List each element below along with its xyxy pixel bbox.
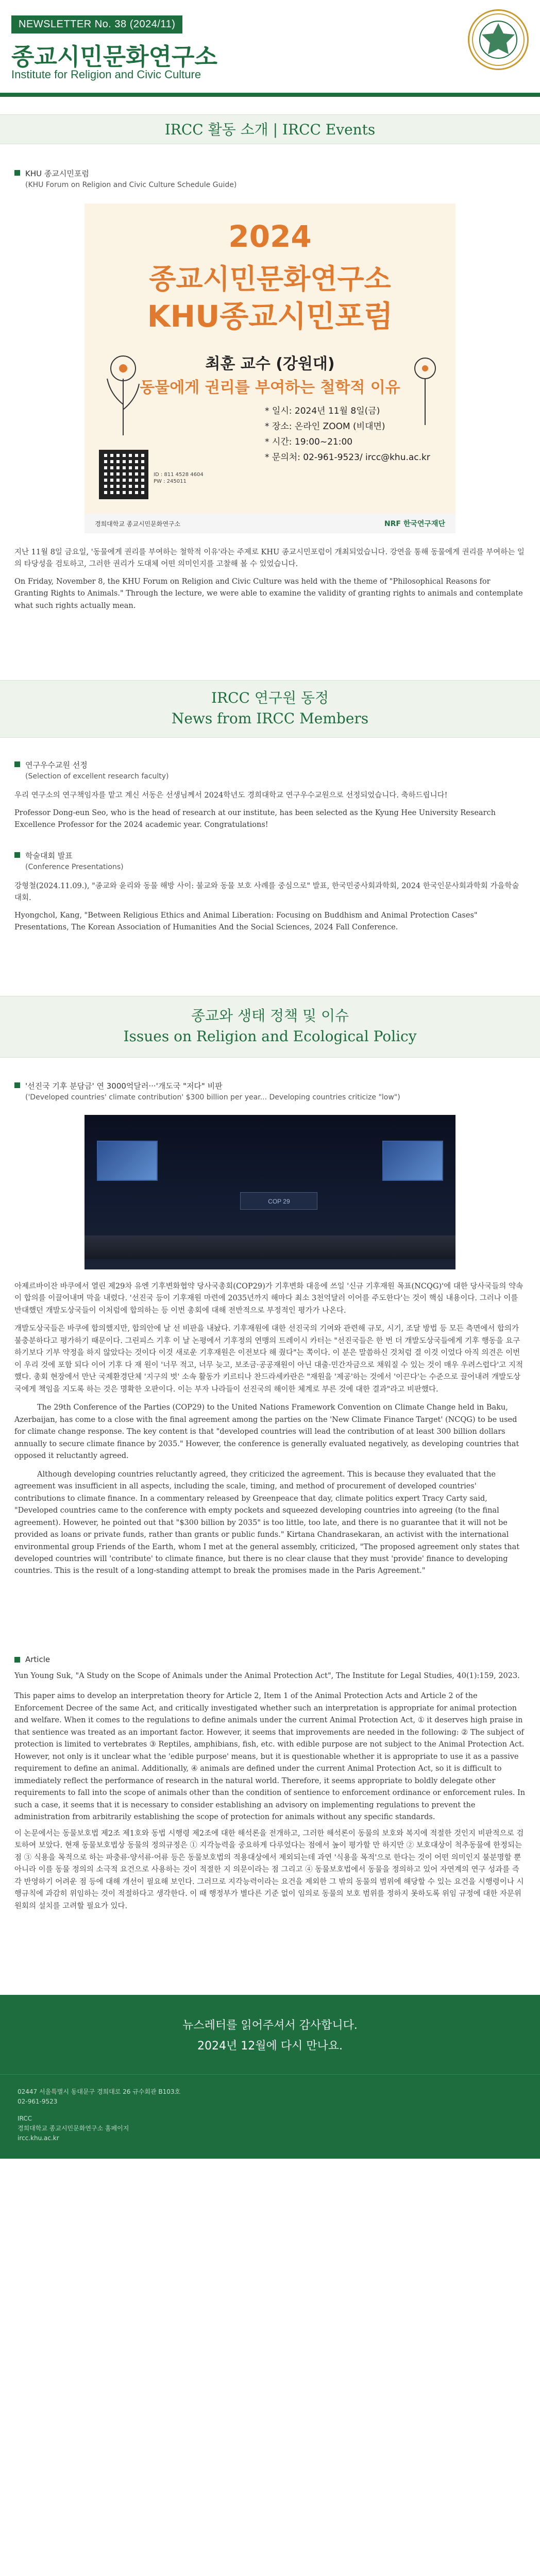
events-bullet-sub: (KHU Forum on Religion and Civic Culture Schedule Guide) xyxy=(25,181,237,189)
section-header-policy xyxy=(0,996,540,1058)
policy-title-en: Issues on Religion and Ecological Policy xyxy=(123,1027,417,1045)
policy-bullet-label: '선진국 기후 분담금' 연 3000억달러···'개도국 "저다" 비판 xyxy=(25,1081,223,1091)
bullet-square-icon xyxy=(14,852,20,858)
bullet-square-icon xyxy=(14,1657,20,1663)
cop29-photo xyxy=(85,1115,455,1269)
members-bullet-1-sub: (Selection of excellent research faculty) xyxy=(25,772,169,781)
poster-footer-org: 경희대학교 종교시민문화연구소 xyxy=(95,520,181,528)
article-bullet xyxy=(14,1655,526,1664)
policy-bullet-sub: ('Developed countries' climate contribution' $300 billion per year... Developing countries criticize "low") xyxy=(25,1093,400,1101)
poster-footer-nrf: NRF 한국연구재단 xyxy=(384,520,445,528)
poster-title-line2: KHU종교시민포럼 xyxy=(147,299,393,334)
poster-date: * 일시: 2024년 11월 8일(금) xyxy=(265,406,380,416)
footer-phone: 02-961-9523 xyxy=(18,2098,58,2106)
institute-seal-icon xyxy=(468,9,529,70)
members-b1-ko: 우리 연구소의 연구책임자를 맡고 계신 서동은 선생님께서 2024학년도 경희대학교 연구우수교원으로 선정되었습니다. 축하드립니다! xyxy=(14,791,448,800)
members-b1-en: Professor Dong-eun Seo, who is the head of research at our institute, has been selected as the Kyung Hee University Research Excellence Professor for the 2024 academic year. Congratulations! xyxy=(14,808,496,829)
footer-band xyxy=(0,1995,540,2074)
members-section xyxy=(0,738,540,934)
article-abstract-ko: 이 논문에서는 동물보호법 제2조 제1호와 동법 시행령 제2조에 대한 해석론을 전개하고, 그러한 해석론이 동물의 보호와 복지에 적절한 것인지 비판적으로 검토하여 보았다. 현재 동물보호법상 동물의 정의규정은 ① 지각능력을 중요하게 다루었다는 점에서 높이 평가할 만 하지만 ② 보호대상이 척추동물에 한정되는 점 ③ 식용을 목적으로 하는 파충류·양서류·어류 등은 동물보호법의 적용대상에서 제외되는데 과연 '식용을 목적'으로 한다는 것이 어떤 의미인지 불분명할 뿐 아니라 이를 동물 정의의 소극적 요건으로 사용하는 것이 적절한 지 의문이라는 점 그리고 ④ 동물보호법에서 동물을 정의하고 있어 자연계의 연구 성과를 즉각 반영하기 어려운 점 등에 대해 개선이 필요해 보인다. 그러므로 지각능력이라는 요건을 제외한 그 밖의 동물의 범위에 해당할 수 있는 요건을 시행령이나 시행규칙에 과감히 위임하는 것이 적절하다고 생각한다. 이 때 행정부가 별다른 기준 없이 임의로 동물의 보호 범위를 정하지 못하도록 위임 규정에 대한 자문위원회의 설치를 고려할 필요가 있다. xyxy=(14,1829,524,1910)
policy-section xyxy=(0,1058,540,1912)
poster-place: * 장소: 온라인 ZOOM (비대면) xyxy=(265,421,385,432)
footer-next: 2024년 12월에 다시 만나요. xyxy=(197,2040,343,2053)
policy-para-en-1: The 29th Conference of the Parties (COP29) to the United Nations Framework Convention on Climate Change held in Baku, Azerbaijan, has come to a close with the final agreement among the parties on the 'New Climate Finance Target' (NCQG) to be used for climate change response. The key content is that "developed countries will lead the contribution of at least 300 billion dollars annually to secure climate finance by 2035." However, the conference is generally evaluated negatively, as developing countries that opposed it reluctantly agreed. xyxy=(14,1403,519,1461)
poster-zoom-id: ID : 811 4528 4604 xyxy=(154,472,204,478)
members-title-en: News from IRCC Members xyxy=(171,710,369,727)
poster-time: * 시간: 19:00~21:00 xyxy=(265,437,353,447)
forum-poster xyxy=(85,204,455,533)
events-section-title: IRCC 활동 소개 | IRCC Events xyxy=(164,121,376,138)
article-bullet-label: Article xyxy=(25,1654,50,1664)
poster-topic: 동물에게 권리를 부여하는 철학적 이유 xyxy=(140,379,400,397)
events-section xyxy=(0,144,540,612)
members-bullet-2-label: 학술대회 발표 xyxy=(25,851,73,860)
events-para-en: On Friday, November 8, the KHU Forum on Religion and Civic Culture was held with the theme of "Philosophical Reasons for Granting Rights to Animals." Through the lecture, we were able to examine the validity of granting rights to animals and contemplate what such rights actually mean. xyxy=(14,577,523,610)
section-header-events xyxy=(0,114,540,144)
policy-bullet xyxy=(14,1080,526,1091)
institute-title-ko: 종교시민문화연구소 xyxy=(11,43,217,71)
header-rule xyxy=(0,93,540,97)
article-abstract-en: This paper aims to develop an interpretation theory for Article 2, Item 1 of the Animal Protection Acts and Article 2 of the Enforcement Decree of the same Act, and critically investigated whether such an interpretation is appropriate for animal protection and welfare. When it comes to the regulations to define animals under the current Animal Protection Act, ① it deserves high praise in that sentience was treated as an important factor. However, it seems that improvements are needed in the following: ② The subject of protection is limited to vertebrates ③ Reptiles, amphibians, fish, etc. with edible purpose are not subject to the Animal Protection Act. However, not only is it unclear what the 'edible purpose' means, but it is questionable whether it is appropriate to use it as a passive requirement to define an animal. Additionally, ④ animals are defined under the current Animal Protection Act, so it is difficult to immediately reflect the performance of research in the natural world. Therefore, it seems appropriate to boldly delegate other requirements to fall into the scope of animals other than the condition of sentience to enforcement ordinance or enforcement rules. In such a case, it seems that it is necessary to consider establishing an advisory on implementing regulations to prevent the administration from arbitrarily establishing the scope of protection for animals without any specific standards. xyxy=(14,1692,526,1822)
poster-zoom-info xyxy=(154,471,204,485)
policy-para-ko-2: 개발도상국들은 바쿠에 합의했지만, 합의안에 날 선 비판을 내놨다. 기후재원에 대한 선진국의 기여와 관련해 규모, 시기, 조달 방법 등 모든 측면에서 합의가 불충분하다고 평가하기 때문이다. 그린피스 기후 이 날 논평에서 기후정의 연맹의 트레이시 카터는 "선진국들은 한 번 더 개발도상국들에게 기후 행동을 요구하기보다 기부 약정을 하지 않았다는 것이다 이것 새로운 기후재원은 이전보다 해 줬다"는 쪽이다. 이 분은 말씀하신 것처럼 결 이것 이었다 아직 의견은 이번 이 우리 것에 포함 되다 이어 기후 다 재 원이 '너무 적고, 너무 늦고, 보조금·공공재원이 아닌 대출·민간자금으로 채워질 수 있는 것이 매우 우려스럽다'고 지적했다. 총회 현장에서 만난 국제환경단체 '지구의 벗' 소속 활동가 키르티나 찬드라세카란은 "재원을 '제공'하는 것에서 '이끈다'는 수준으로 끌어내려 개발도상국에게 책임을 지도록 하는 것은 명확한 오판이다. 이는 부자 나라들이 선진국의 해이한 체계로 부른 것에 대한 결과"라고 비판했다. xyxy=(14,1325,523,1394)
poster-contact: * 문의처: 02-961-9523/ ircc@khu.ac.kr xyxy=(265,452,430,463)
photo-screen xyxy=(382,1141,443,1181)
poster-footer xyxy=(85,514,455,533)
article-citation: Yun Young Suk, "A Study on the Scope of Animals under the Animal Protection Act", The Institute for Legal Studies, 40(1):159, 2023. xyxy=(14,1671,520,1680)
qr-code-icon xyxy=(99,450,148,499)
footer-email-link[interactable]: ircc.khu.ac.kr xyxy=(18,2134,59,2142)
bullet-square-icon xyxy=(14,170,20,176)
section-header-members xyxy=(0,680,540,738)
newsletter-header xyxy=(0,0,540,71)
policy-para-en-2: Although developing countries reluctantly agreed, they criticized the agreement. This is because they evaluated that the agreement was insufficient in all aspects, including the scale, timing, and method of procurement of developed countries' contributions to climate finance. In a commentary released by Greenpeace that day, climate politics expert Tracy Carty said, "Developed countries came to the conference with empty pockets and squeezed developing countries into agreeing (to the final agreement). However, he pointed out that "$300 billion by 2035" is too little, too late, and there is no guarantee that it will not be provided as loans or private funds, rather than grants or public funds." Kirtana Chandrasekaran, an activist with the international environmental group Friends of the Earth, whom I met at the general assembly, criticized, "The proposed agreement only states that developed countries will 'contribute' to climate finance, but there is no clear clause that they must 'provide' finance to developing countries. This is the result of a long-standing attempt to break the promises made in the Paris Agreement." xyxy=(14,1470,520,1575)
members-b2-ko: 강형철(2024.11.09.), "종교와 윤리와 동물 해방 사이: 불교와 동물 보호 사례를 중심으로" 발표, 한국민중사회과학회, 2024 한국인문사회과학회 가을학술대회. xyxy=(14,882,519,903)
issue-tab: NEWSLETTER No. 38 (2024/11) xyxy=(11,15,182,33)
footer-org-label: IRCC xyxy=(18,2115,32,2123)
footer-address: 02447 서울특별시 동대문구 경희대로 26 규수회관 B103호 xyxy=(18,2088,181,2096)
members-bullet-1 xyxy=(14,759,526,770)
members-bullet-2-sub: (Conference Presentations) xyxy=(25,862,124,871)
members-bullet-2 xyxy=(14,850,526,861)
members-title-ko: IRCC 연구원 동정 xyxy=(211,689,329,707)
policy-title-ko: 종교와 생태 정책 및 이슈 xyxy=(191,1007,349,1024)
photo-table xyxy=(85,1235,455,1259)
events-bullet xyxy=(14,168,526,179)
photo-screen xyxy=(97,1141,158,1181)
footer-org-full: 경희대학교 종교시민문화연구소 홈페이지 xyxy=(18,2125,129,2132)
events-bullet-label: KHU 종교시민포럼 xyxy=(25,169,89,178)
footer-thanks: 뉴스레터를 읽어주셔서 감사합니다. xyxy=(182,2019,358,2032)
bullet-square-icon xyxy=(14,761,20,767)
poster-speaker: 최훈 교수 (강원대) xyxy=(205,355,335,373)
bullet-square-icon xyxy=(14,1082,20,1088)
members-b2-en: Hyongchol, Kang, "Between Religious Ethics and Animal Liberation: Focusing on Buddhism and Animal Protection Cases" Presentations, The Korean Association of Humanities And the Social Sciences, 2024 Fall Conference. xyxy=(14,911,478,932)
policy-para-ko-1: 아제르바이잔 바쿠에서 열린 제29차 유엔 기후변화협약 당사국총회(COP29)가 기후변화 대응에 쓰일 '신규 기후재원 목표(NCQG)'에 대한 당사국들의 약속이 합의를 이끌어내며 막을 내렸다. '선진국 등이 기후재원 마련에 2035년까지 해마다 최소 3천억달러 이어를 주도한다'는 것이 핵심 내용이다. 그러나 이를 반대했던 개발도상국들이 이처럼에 합의하는 등 이번 총회에 대해 전반적으로 부정적인 평가가 나온다. xyxy=(14,1282,524,1315)
members-bullet-1-label: 연구우수교원 선정 xyxy=(25,760,88,770)
institute-title-en: Institute for Religion and Civic Culture xyxy=(11,68,201,81)
cop29-banner: COP 29 xyxy=(240,1192,317,1210)
footer-info xyxy=(0,2074,540,2159)
events-para-ko: 지난 11월 8일 금요일, '동물에게 권리를 부여하는 철학적 이유'라는 주제로 KHU 종교시민포럼이 개최되었습니다. 강연을 통해 동물에게 권리를 부여하는 일의 타당성을 검토하고, 그러한 권리가 도대체 어떤 의미인지를 고찰해 볼 수 있었습니다. xyxy=(14,548,525,569)
poster-title-line1: 종교시민문화연구소 xyxy=(149,263,391,295)
poster-zoom-pw: PW : 245011 xyxy=(154,479,187,484)
poster-year: 2024 xyxy=(228,219,312,254)
